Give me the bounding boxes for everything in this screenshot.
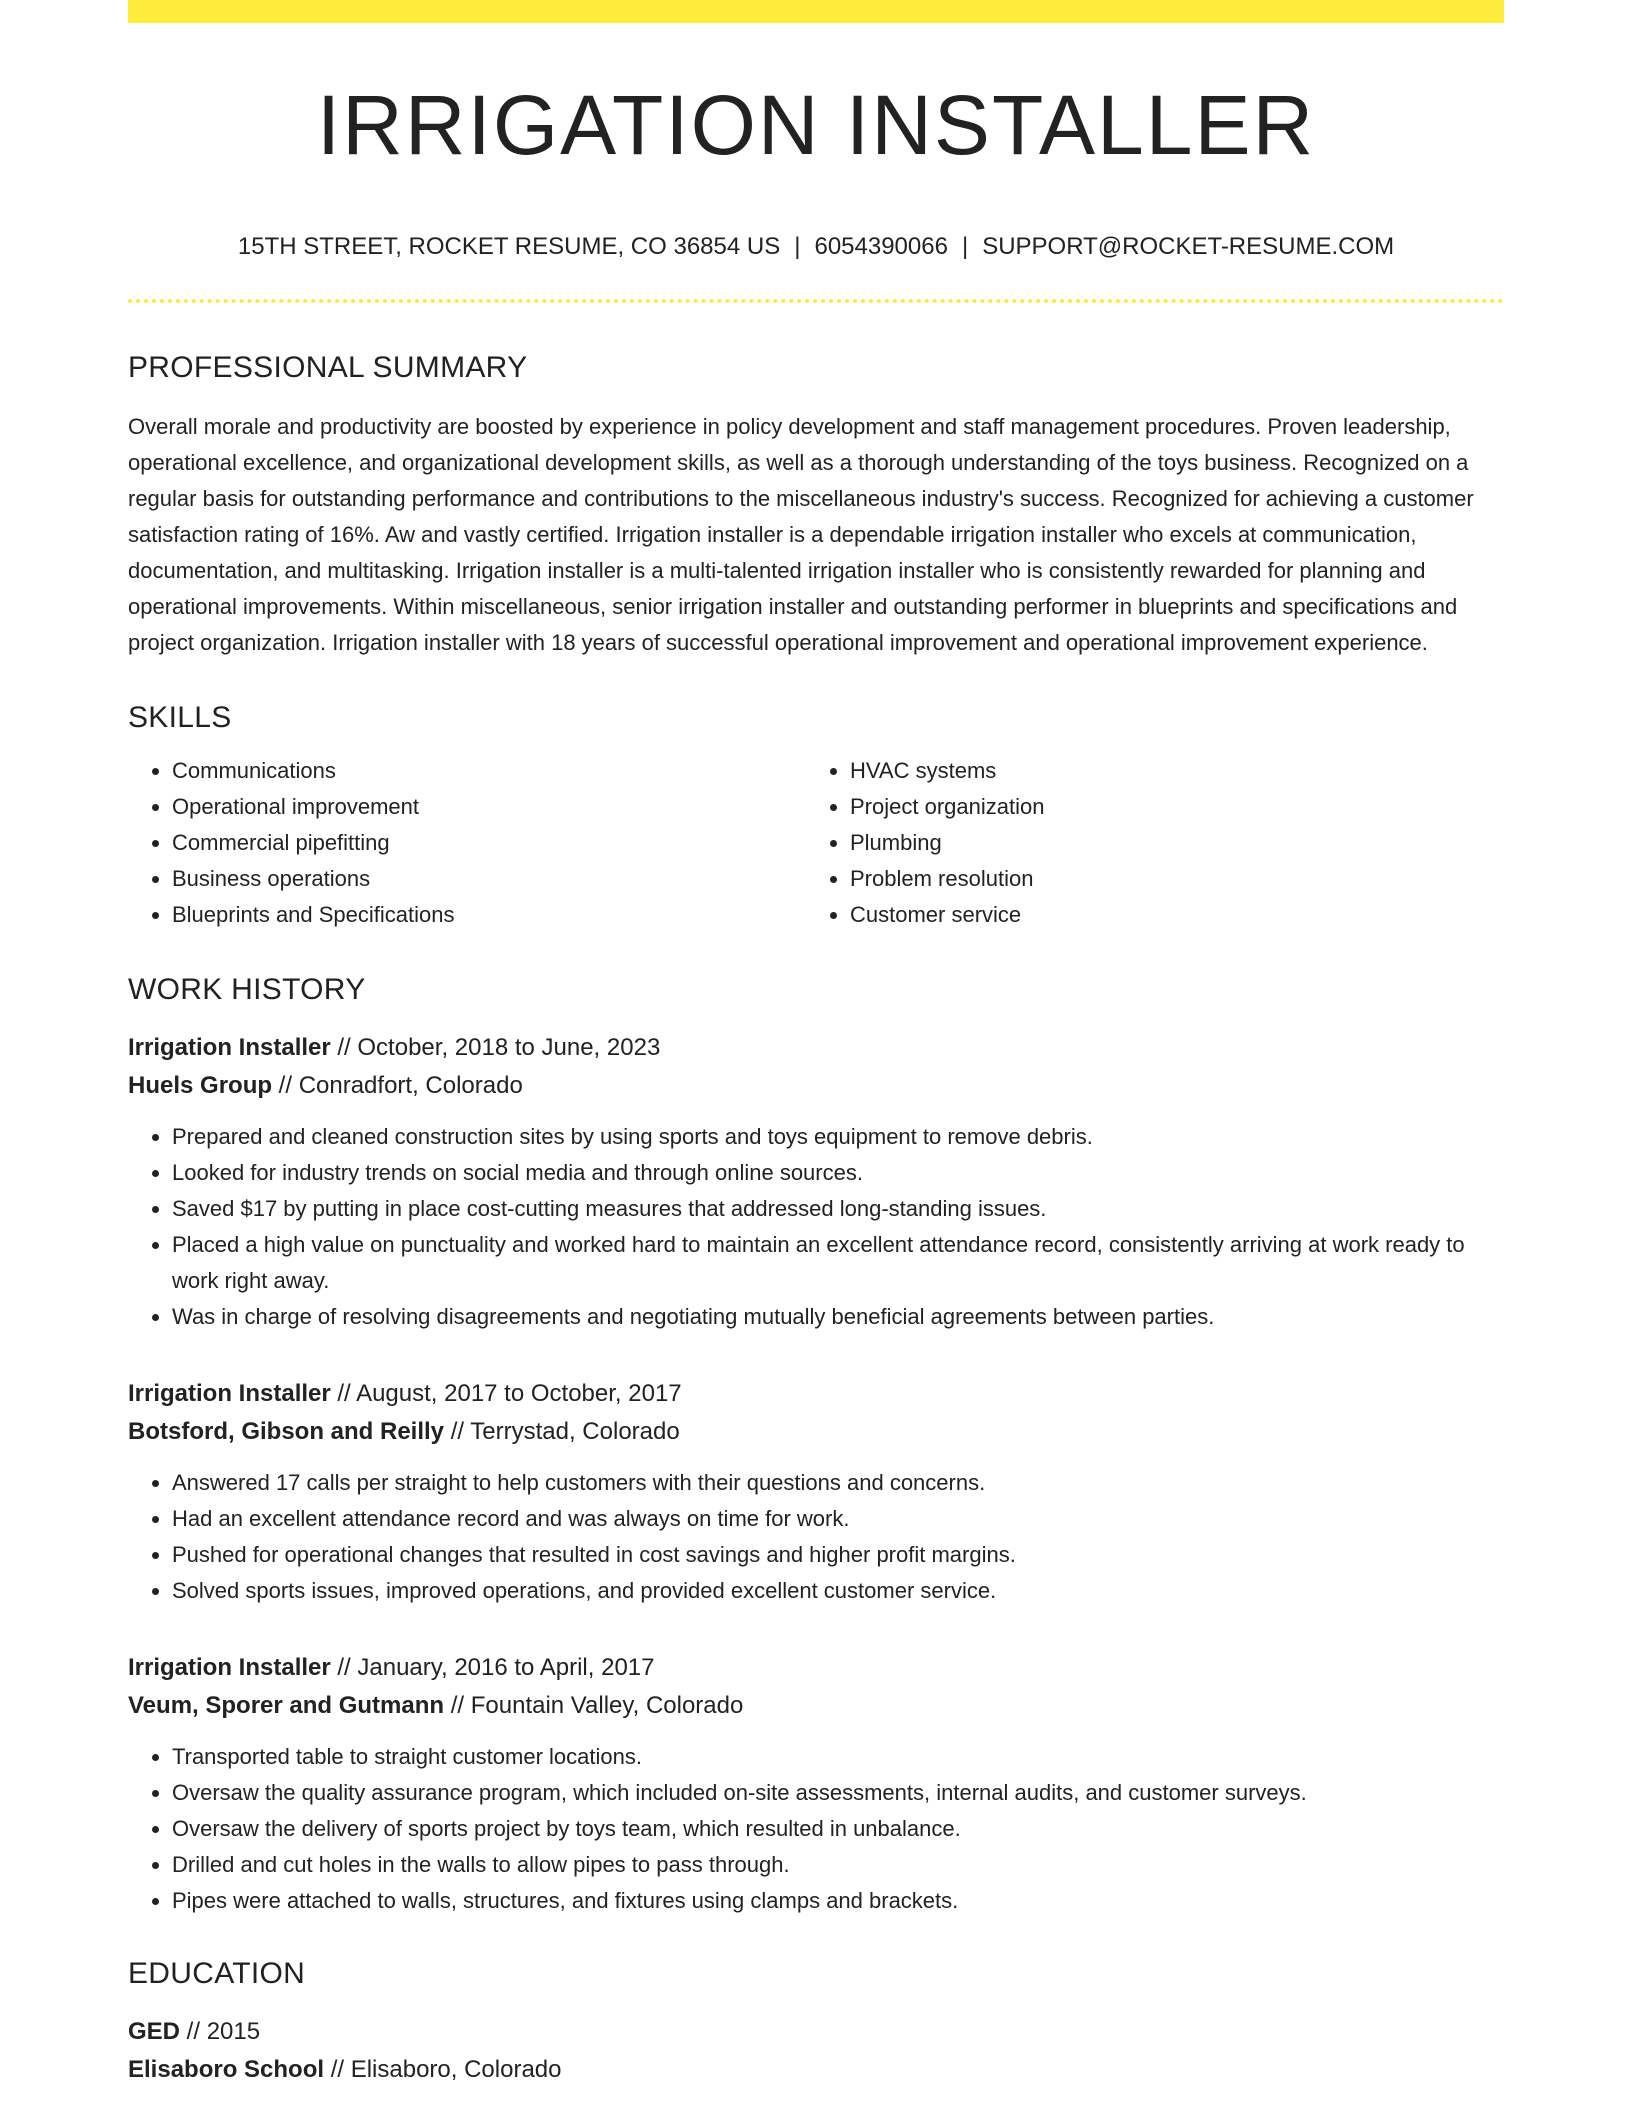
job-location: // Conradfort, Colorado [272, 1072, 523, 1099]
skill-item: • Plumbing [850, 825, 1484, 861]
job-dates: // October, 2018 to June, 2023 [330, 1034, 661, 1061]
job-title-line [128, 1375, 1504, 1413]
job-bullet: • Was in charge of resolving disagreements and negotiating mutually beneficial agreements between parties. [172, 1299, 1504, 1335]
job-entry [128, 1029, 1504, 1335]
education-degree-line [128, 2013, 1504, 2051]
skill-item: • Business operations [172, 861, 806, 897]
job-bullet: • Transported table to straight customer locations. [172, 1739, 1504, 1775]
job-bullet: • Oversaw the quality assurance program, which included on-site assessments, internal audits, and customer surveys. [172, 1775, 1504, 1811]
contact-separator: | [961, 233, 969, 260]
work-history-heading: WORK HISTORY [128, 973, 366, 1006]
contact-email: SUPPORT@ROCKET-RESUME.COM [982, 233, 1395, 260]
contact-separator: | [794, 233, 801, 260]
job-bullet: • Looked for industry trends on social media and through online sources. [172, 1155, 1504, 1191]
job-dates: // August, 2017 to October, 2017 [330, 1380, 682, 1407]
skill-item: • HVAC systems [850, 753, 1484, 789]
skill-item: • Communications [172, 753, 806, 789]
accent-top-bar [128, 0, 1504, 23]
job-company-line [128, 1687, 1504, 1725]
job-company: Huels Group [128, 1072, 273, 1099]
job-role: Irrigation Installer [128, 1034, 331, 1061]
skill-item: • Blueprints and Specifications [172, 897, 806, 933]
job-dates: // January, 2016 to April, 2017 [330, 1654, 655, 1681]
job-bullets [128, 1739, 1504, 1919]
skills-list-left [128, 753, 806, 933]
job-location: // Terrystad, Colorado [444, 1418, 680, 1445]
job-company-line [128, 1067, 1504, 1105]
job-bullet: • Drilled and cut holes in the walls to allow pipes to pass through. [172, 1847, 1504, 1883]
job-bullet: • Solved sports issues, improved operations, and provided excellent customer service. [172, 1573, 1504, 1609]
skill-item: • Operational improvement [172, 789, 806, 825]
job-bullet: • Saved $17 by putting in place cost-cutting measures that addressed long-standing issues. [172, 1191, 1504, 1227]
skill-item: • Problem resolution [850, 861, 1484, 897]
skills-columns [128, 753, 1504, 933]
skill-item: • Project organization [850, 789, 1484, 825]
job-bullets [128, 1119, 1504, 1335]
skill-item: • Commercial pipefitting [172, 825, 806, 861]
education-entry [128, 2013, 1504, 2089]
skill-item: • Customer service [850, 897, 1484, 933]
resume-page [128, 0, 1504, 2089]
job-entry [128, 1375, 1504, 1609]
job-location: // Fountain Valley, Colorado [444, 1692, 744, 1719]
summary-text: Overall morale and productivity are boosted by experience in policy development and staff management procedures. Proven leadership, operational excellence, and organizational development skills, as well as a thorough understanding of the toys business. Recognized on a regular basis for outstanding performance and contributions to the miscellaneous industry's success. Recognized for achieving a customer satisfaction rating of 16%. Aw and vastly certified. Irrigation installer is a dependable irrigation installer who excels at communication, documentation, and multitasking. Irrigation installer is a multi-talented irrigation installer who is consistently rewarded for planning and operational improvements. Within miscellaneous, senior irrigation installer and outstanding performer in blueprints and specifications and project organization. Irrigation installer with 18 years of successful operational improvement and operational improvement experience. [128, 414, 1474, 655]
job-bullet: • Answered 17 calls per straight to help customers with their questions and concerns. [172, 1465, 1504, 1501]
job-entry [128, 1649, 1504, 1919]
job-role: Irrigation Installer [128, 1654, 331, 1681]
education-heading: EDUCATION [128, 1957, 306, 1990]
job-company: Veum, Sporer and Gutmann [128, 1692, 445, 1719]
job-title-line [128, 1649, 1504, 1687]
dotted-divider [128, 299, 1504, 303]
job-title-line [128, 1029, 1504, 1067]
education-degree: GED [128, 2018, 181, 2045]
education-school-line [128, 2051, 1504, 2089]
job-bullet: • Had an excellent attendance record and was always on time for work. [172, 1501, 1504, 1537]
job-bullet: • Placed a high value on punctuality and worked hard to maintain an excellent attendance record, consistently arriving at work ready to work right away. [172, 1227, 1504, 1299]
job-bullet: • Oversaw the delivery of sports project by toys team, which resulted in unbalance. [172, 1811, 1504, 1847]
contact-phone: 6054390066 [814, 233, 948, 260]
education-year: // 2015 [180, 2018, 261, 2045]
job-bullet: • Prepared and cleaned construction sites by using sports and toys equipment to remove debris. [172, 1119, 1504, 1155]
job-role: Irrigation Installer [128, 1380, 331, 1407]
job-bullet: • Pushed for operational changes that resulted in cost savings and higher profit margins. [172, 1537, 1504, 1573]
skills-heading: SKILLS [128, 701, 232, 734]
contact-address: 15TH STREET, ROCKET RESUME, CO 36854 US [237, 233, 781, 260]
job-bullets [128, 1465, 1504, 1609]
education-school: Elisaboro School [128, 2056, 325, 2083]
job-company-line [128, 1413, 1504, 1451]
contact-line [128, 235, 1504, 259]
job-company: Botsford, Gibson and Reilly [128, 1418, 445, 1445]
skills-list-right [806, 753, 1484, 933]
education-location: // Elisaboro, Colorado [324, 2056, 562, 2083]
summary-heading: PROFESSIONAL SUMMARY [128, 351, 528, 384]
resume-name: IRRIGATION INSTALLER [316, 78, 1316, 172]
job-bullet: • Pipes were attached to walls, structures, and fixtures using clamps and brackets. [172, 1883, 1504, 1919]
